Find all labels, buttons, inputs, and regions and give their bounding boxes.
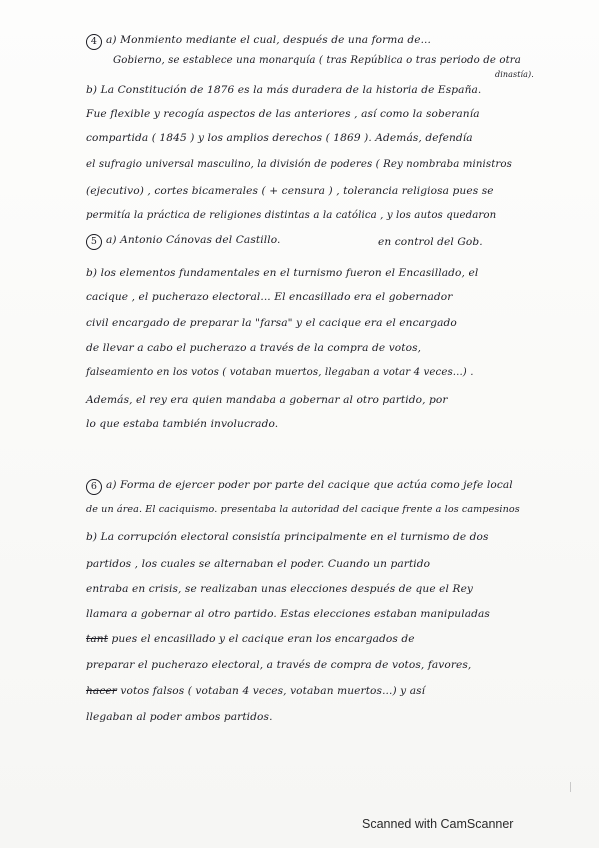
q4-b-line-1: b) La Constitución de 1876 es la más duradera de la historia de España.: [86, 84, 482, 96]
q5-a-line-1: [86, 233, 280, 250]
q5-b-line-2: cacique , el pucherazo electoral... El encasillado era el gobernador: [86, 291, 453, 303]
q5-b-line-1: b) los elementos fundamentales en el turnismo fueron el Encasillado, el: [86, 267, 479, 279]
q4-b-line-4: el sufragio universal masculino, la división de poderes ( Rey nombraba ministros: [86, 159, 512, 170]
q4-b-line-2: Fue flexible y recogía aspectos de las anteriores , así como la soberanía: [86, 108, 480, 120]
q4-b-line-6: permitía la práctica de religiones distintas a la católica , y los autos quedaron: [86, 210, 497, 221]
q6-number: 6: [86, 479, 102, 495]
q5-b-line-7: lo que estaba también involucrado.: [86, 418, 279, 430]
q4-b-line-5: (ejecutivo) , cortes bicamerales ( + censura ) , tolerancia religiosa pues se: [86, 185, 494, 197]
q5-b-line-6: Además, el rey era quien mandaba a gobernar al otro partido, por: [86, 394, 448, 406]
q6-b-strike-2: hacer: [86, 685, 117, 697]
q4-a-note: dinastía).: [495, 70, 534, 79]
q6-a-line-1: [86, 478, 513, 495]
q5-b-line-4: de llevar a cabo el pucherazo a través de la compra de votos,: [86, 342, 422, 354]
scanner-watermark: Scanned with CamScanner: [362, 817, 514, 831]
q6-b-line-8: llegaban al poder ambos partidos.: [86, 711, 273, 723]
q5-a-right: en control del Gob.: [378, 236, 483, 248]
q5-b-line-3: civil encargado de preparar la "farsa" y el cacique era el encargado: [86, 317, 457, 329]
q6-a-text-1: a) Forma de ejercer poder por parte del cacique que actúa como jefe local: [106, 479, 513, 491]
q4-b-line-3: compartida ( 1845 ) y los amplios derechos ( 1869 ). Además, defendía: [86, 132, 473, 144]
q5-a-text-1: a) Antonio Cánovas del Castillo.: [106, 234, 281, 246]
q6-b-strike-1: tant: [86, 633, 109, 645]
q4-number: 4: [86, 34, 102, 50]
q5-number: 5: [86, 234, 102, 250]
q6-a-line-2: de un área. El caciquismo. presentaba la autoridad del cacique frente a los campesinos: [86, 504, 520, 515]
q4-a-line-1: [86, 33, 431, 50]
q6-b-line-4: llamara a gobernar al otro partido. Estas elecciones estaban manipuladas: [86, 608, 490, 620]
q6-b-line-6: preparar el pucherazo electoral, a través de compra de votos, favores,: [86, 659, 472, 671]
q5-b-line-5: falseamiento en los votos ( votaban muertos, llegaban a votar 4 veces...) .: [86, 367, 474, 378]
q6-b-line-5: [86, 632, 415, 646]
q4-a-line-2: Gobierno, se establece una monarquía ( tras República o tras periodo de otra: [113, 55, 521, 66]
q6-b-line-7: [86, 684, 425, 698]
q6-b-line-2: partidos , los cuales se alternaban el poder. Cuando un partido: [86, 558, 431, 570]
q4-a-text-1: a) Monmiento mediante el cual, después de una forma de...: [106, 34, 431, 46]
scan-mark: [570, 782, 571, 792]
q6-b-text-5: pues el encasillado y el cacique eran los encargados de: [111, 633, 415, 645]
q6-b-text-7: votos falsos ( votaban 4 veces, votaban muertos...) y así: [120, 685, 426, 697]
q6-b-line-1: b) La corrupción electoral consistía principalmente en el turnismo de dos: [86, 531, 489, 543]
q6-b-line-3: entraba en crisis, se realizaban unas elecciones después de que el Rey: [86, 583, 474, 595]
